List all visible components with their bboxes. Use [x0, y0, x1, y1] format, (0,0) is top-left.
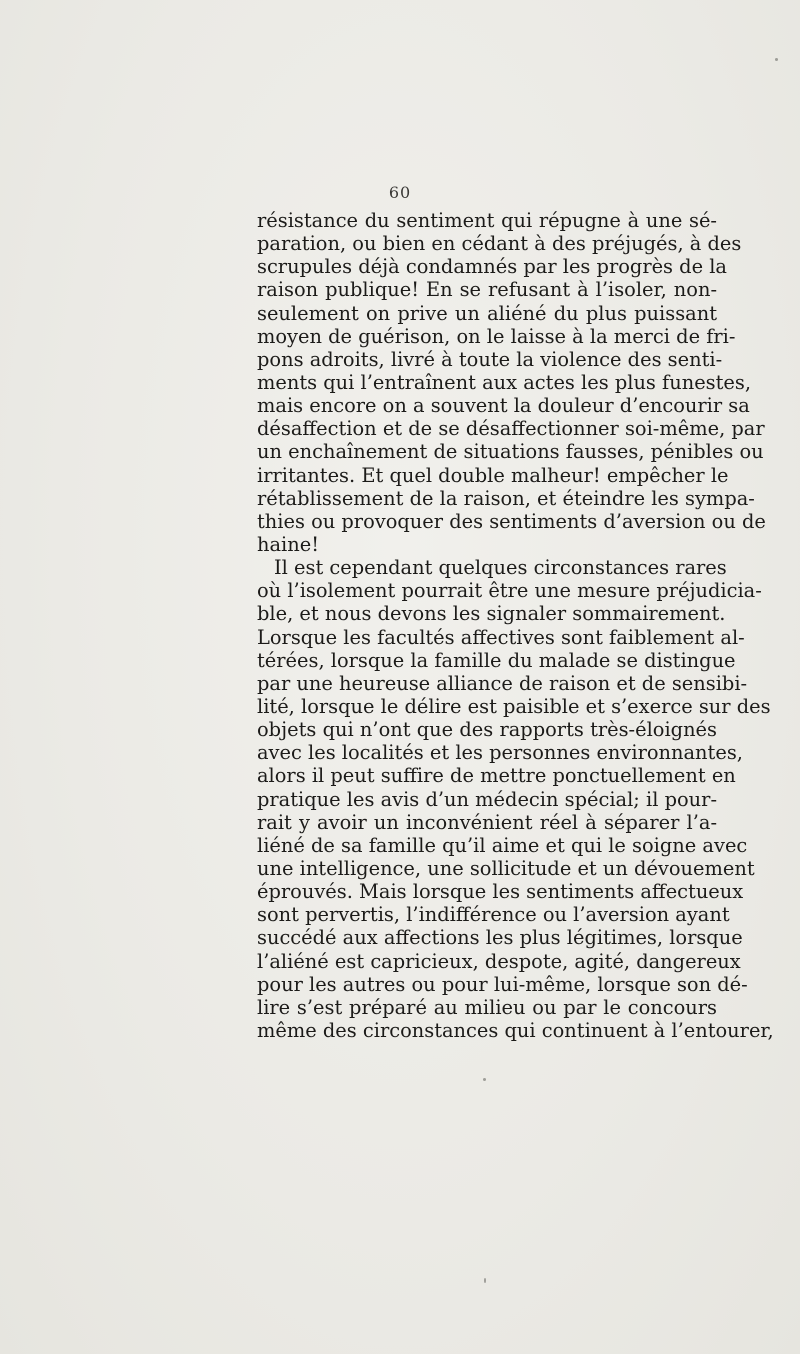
- paper-speck: [483, 1078, 486, 1081]
- text-line: térées, lorsque la famille du malade se distingue: [257, 648, 736, 672]
- text-line: thies ou provoquer des sentiments d’aversion ou de: [257, 509, 766, 533]
- text-line: ments qui l’entraînent aux actes les plus funestes,: [257, 370, 752, 394]
- text-line: une intelligence, une sollicitude et un dévouement: [257, 856, 755, 880]
- text-line: raison publique! En se refusant à l’isoler, non-: [257, 278, 717, 302]
- text-line: même des circonstances qui continuent à l’entourer,: [257, 1018, 774, 1042]
- text-line: Il est cependant quelques circonstances rares: [274, 556, 727, 580]
- text-line: résistance du sentiment qui répugne à une sé-: [257, 209, 717, 232]
- text-line: éprouvés. Mais lorsque les sentiments affectueux: [257, 880, 744, 904]
- text-line: mais encore on a souvent la douleur d’encourir sa: [257, 394, 750, 418]
- text-line: alors il peut suffire de mettre ponctuellement en: [257, 764, 736, 788]
- text-line: seulement on prive un aliéné du plus puissant: [257, 301, 717, 325]
- paper-speck: [775, 58, 778, 61]
- text-line: scrupules déjà condamnés par les progrès de la: [257, 255, 727, 279]
- text-line: haine!: [257, 532, 320, 556]
- text-line: un enchaînement de situations fausses, pénibles ou: [257, 440, 764, 464]
- text-line: lité, lorsque le délire est paisible et s’exerce sur des: [257, 694, 771, 718]
- text-line: pratique les avis d’un médecin spécial; il pour-: [257, 787, 717, 811]
- text-line: désaffection et de se désaffectionner soi-même, par: [257, 417, 765, 441]
- text-line: paration, ou bien en cédant à des préjugés, à des: [257, 232, 742, 256]
- text-line: Lorsque les facultés affectives sont faiblement al-: [257, 625, 745, 649]
- text-line: pons adroits, livré à toute la violence des senti-: [257, 347, 723, 371]
- text-line: l’aliéné est capricieux, despote, agité, dangereux: [257, 949, 741, 973]
- text-line: pour les autres ou pour lui-même, lorsque son dé-: [257, 972, 748, 996]
- text-line: ble, et nous devons les signaler sommairement.: [257, 602, 726, 626]
- paper-speck: [484, 1278, 486, 1283]
- page-number: 60: [388, 183, 412, 202]
- text-line: rétablissement de la raison, et éteindre les sympa-: [257, 486, 755, 510]
- body-text: [257, 209, 774, 1042]
- text-line: par une heureuse alliance de raison et de sensibi-: [257, 671, 748, 695]
- text-line: liéné de sa famille qu’il aime et qui le soigne avec: [257, 833, 748, 857]
- text-line: succédé aux affections les plus légitimes, lorsque: [257, 926, 743, 950]
- text-line: irritantes. Et quel double malheur! empêcher le: [257, 463, 729, 487]
- text-line: lire s’est préparé au milieu ou par le concours: [257, 995, 717, 1019]
- text-line: objets qui n’ont que des rapports très-éloignés: [257, 718, 717, 742]
- text-line: avec les localités et les personnes environnantes,: [257, 741, 743, 765]
- text-line: moyen de guérison, on le laisse à la merci de fri-: [257, 324, 736, 348]
- text-line: où l’isolement pourrait être une mesure préjudicia-: [257, 579, 762, 603]
- text-line: sont pervertis, l’indifférence ou l’aversion ayant: [257, 903, 730, 927]
- text-line: rait y avoir un inconvénient réel à séparer l’a-: [257, 810, 717, 834]
